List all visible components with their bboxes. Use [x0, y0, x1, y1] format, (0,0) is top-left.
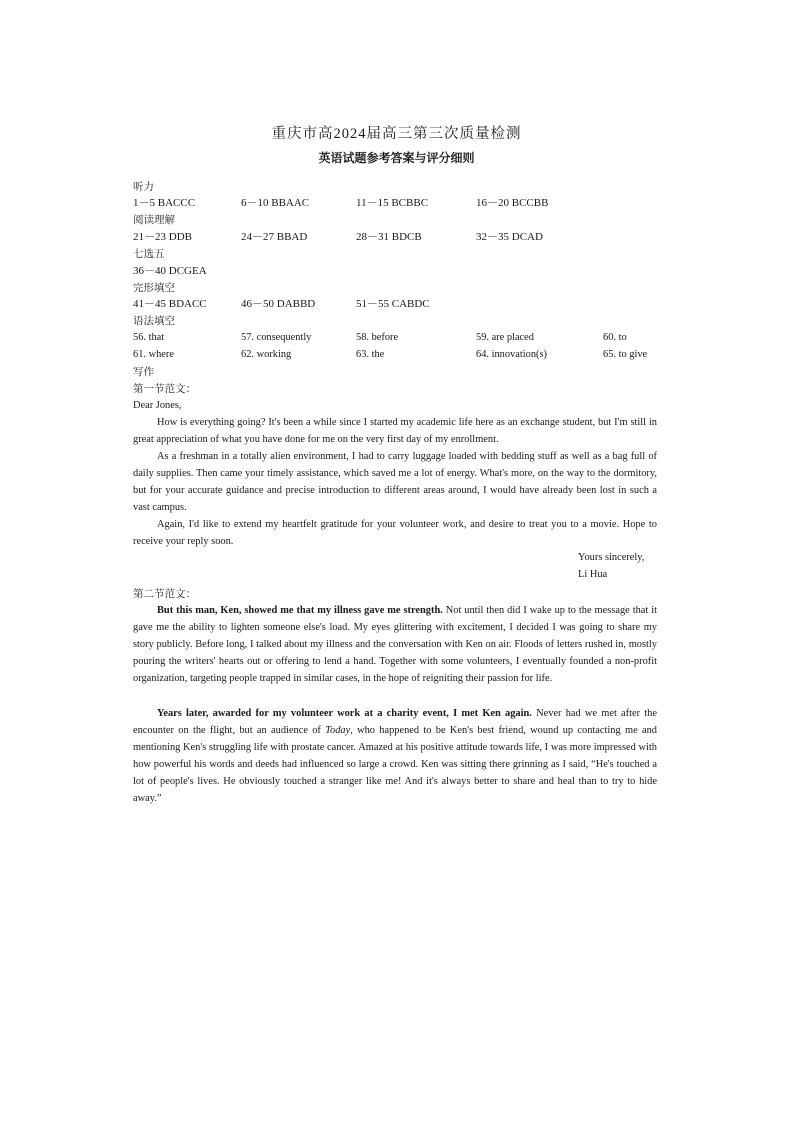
answers-reading: [0, 230, 793, 244]
answer-group: 16－20 BCCBB: [476, 197, 549, 209]
program-title: Today: [325, 725, 351, 736]
answer-group: 41－45 BDACC: [133, 298, 207, 310]
answers-listening: [0, 196, 793, 210]
grammar-answer: 63. the: [356, 349, 385, 360]
section-label-listening: 听力: [133, 181, 154, 193]
answer-group: 32－35 DCAD: [476, 231, 543, 243]
answer-group: 24－27 BBAD: [241, 231, 308, 243]
paragraph-body: Not until then did I wake up to the message that it gave me the ability to lighten someone else's load. My eyes glittering with excitement, I decided I was going to share my story publicly. Before long, I talked about my illness and the conversation with Ken on air. Floods of letters rushed in, mostly pouring the writers' hearts out or offering to lend a hand. Together with some volunteers, I eventually founded a non-profit organization, targeting people trapped in similar cases, in the hope of reigniting their passion for life.: [133, 605, 657, 684]
answer-group: 11－15 BCBBC: [356, 197, 429, 209]
section-label-reading: 阅读理解: [133, 214, 175, 226]
grammar-answer: 59. are placed: [476, 332, 534, 343]
paragraph-body: Never had we met after the encounter on the flight, but an audience of: [133, 708, 657, 736]
answer-group: 6－10 BBAAC: [241, 197, 310, 209]
answer-group: 51－55 CABDC: [356, 298, 430, 310]
answer-group: 36－40 DCGEA: [133, 265, 207, 277]
continuation-paragraph-1: [133, 602, 657, 687]
answers-grammar-row-1: [0, 331, 793, 345]
paragraph-lead-sentence: But this man, Ken, showed me that my illness gave me strength.: [157, 605, 443, 616]
grammar-answer: 61. where: [133, 349, 174, 360]
section-label-cloze: 完形填空: [133, 282, 175, 294]
answers-cloze: [0, 297, 793, 311]
paragraph-lead-sentence: Years later, awarded for my volunteer work at a charity event, I met Ken again.: [157, 708, 532, 719]
continuation-paragraph-2: [133, 705, 657, 807]
answer-group: 46－50 DABBD: [241, 298, 316, 310]
grammar-answer: 58. before: [356, 332, 399, 343]
answer-group: 28－31 BDCB: [356, 231, 422, 243]
grammar-answer: 57. consequently: [241, 332, 312, 343]
section-label-grammar: 语法填空: [133, 315, 175, 327]
grammar-answer: 60. to: [603, 332, 627, 343]
letter-paragraph: How is everything going? It's been a while since I started my academic life here as an exchange student, but I'm still in great appreciation of what you have done for me on the very first day of my enrollment.: [133, 417, 657, 445]
writing-part1-label: 第一节范文：: [133, 383, 196, 395]
section-label-seven-choose-five: 七选五: [133, 248, 165, 260]
letter-greeting: Dear Jones,: [133, 400, 182, 411]
letter-paragraph: As a freshman in a totally alien environment, I had to carry luggage loaded with bedding stuff as well as a bag full of daily supplies. Then came your timely assistance, which saved me a lot of energy. What's more, on the way to the dormitory, but for your accurate guidance and precise introduction to different areas around, I would have already been lost in such a vast campus.: [133, 451, 657, 513]
exam-title: 重庆市高2024届高三第三次质量检测: [271, 126, 522, 142]
answer-group: 21－23 DDB: [133, 231, 192, 243]
grammar-answer: 56. that: [133, 332, 165, 343]
answer-key-subtitle: 英语试题参考答案与评分细则: [318, 151, 475, 165]
letter-signature: Li Hua: [578, 569, 608, 580]
section-label-writing: 写作: [133, 366, 154, 378]
paragraph-body: , who happened to be Ken's best friend, wound up contacting me and mentioning Ken's struggling life with prostate cancer. Amazed at his positive attitude towards life, I was more impressed with how powerful his words and deeds had influenced so large a crowd. Ken was sitting there grinning as I said, “He's touched a lot of people's lives. He obviously touched a stranger like me! And it's always better to share and heal than to try to hide away.”: [133, 725, 657, 804]
answers-grammar-row-2: [0, 348, 793, 362]
grammar-answer: 65. to give: [603, 349, 648, 360]
grammar-answer: 62. working: [241, 349, 292, 360]
answer-group: 1－5 BACCC: [133, 197, 196, 209]
letter-paragraph: Again, I'd like to extend my heartfelt gratitude for your volunteer work, and desire to treat you to a movie. Hope to receive your reply soon.: [133, 519, 657, 547]
letter-closing: Yours sincerely,: [578, 552, 645, 563]
grammar-answer: 64. innovation(s): [476, 349, 547, 360]
answers-seven-choose-five: [0, 264, 793, 278]
writing-part2-label: 第二节范文：: [133, 588, 196, 600]
